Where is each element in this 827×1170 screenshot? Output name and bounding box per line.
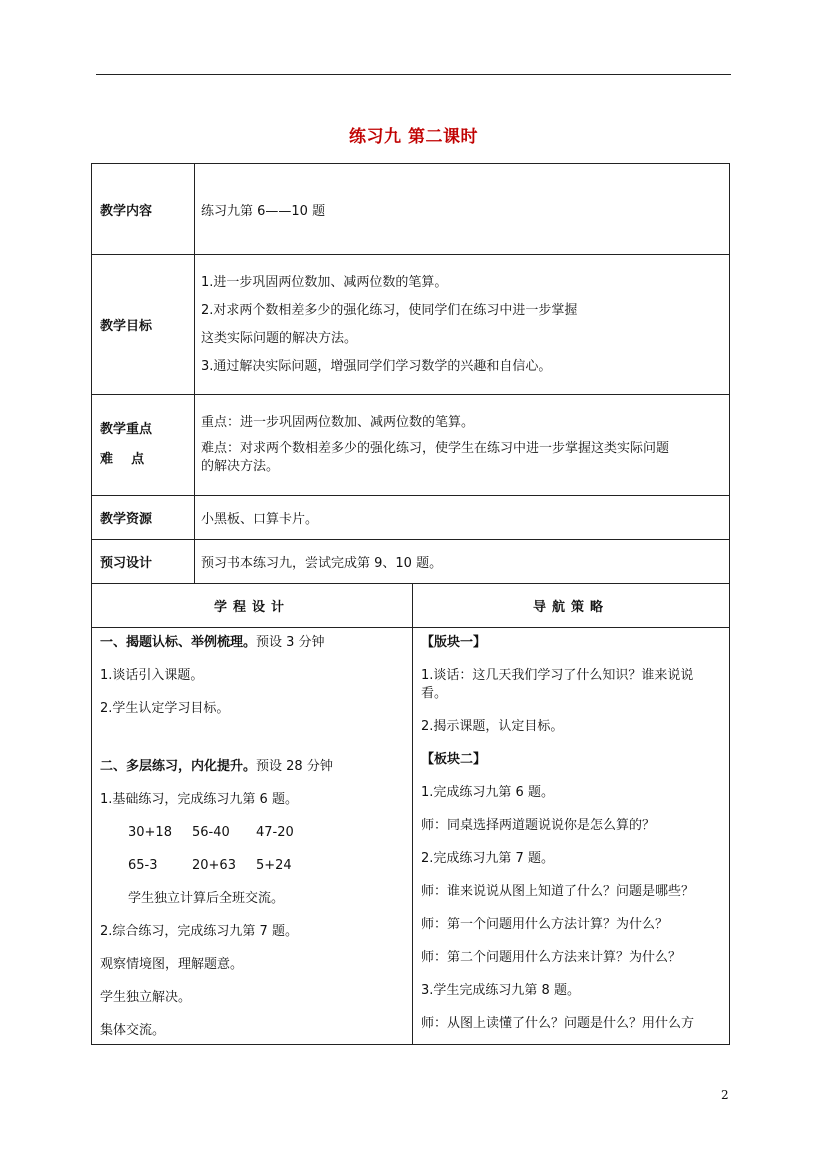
section2-item: 1.基础练习，完成练习九第 6 题。 bbox=[100, 792, 298, 807]
exchange-text: 集体交流。 bbox=[100, 1023, 166, 1038]
calc-expression: 56-40 bbox=[192, 825, 230, 840]
calc-expression: 30+18 bbox=[128, 825, 172, 840]
header-rule bbox=[96, 74, 731, 75]
header-guidance-strategy: 导航策略 bbox=[413, 584, 730, 628]
strategy-line: 2.完成练习九第 7 题。 bbox=[421, 851, 554, 866]
goal-line: 3.通过解决实际问题，增强同学们学习数学的兴趣和自信心。 bbox=[201, 358, 552, 374]
strategy-line: 师：第一个问题用什么方法计算？为什么？ bbox=[421, 917, 669, 932]
label-preview: 预习设计 bbox=[92, 540, 195, 584]
strategy-line: 1.谈话：这几天我们学习了什么知识？谁来说说 bbox=[421, 668, 694, 683]
header-learning-process: 学程设计 bbox=[92, 584, 413, 628]
row-teaching-content bbox=[92, 164, 730, 255]
section2-time: 预设 28 分钟 bbox=[256, 759, 333, 774]
label-focus: 教学重点 bbox=[100, 422, 153, 437]
difficulty-text-2: 的解决方法。 bbox=[201, 459, 280, 474]
difficulty-text-1: 难点：对求两个数相差多少的强化练习，使学生在练习中进一步掌握这类实际问题 bbox=[201, 441, 670, 456]
section1-item: 2.学生认定学习目标。 bbox=[100, 701, 230, 716]
learning-process-cell bbox=[92, 628, 413, 1045]
label-teaching-goals: 教学目标 bbox=[92, 255, 195, 395]
calc-row bbox=[100, 824, 404, 842]
strategy-line: 1.完成练习九第 6 题。 bbox=[421, 785, 554, 800]
focus-text: 重点：进一步巩固两位数加、减两位数的笔算。 bbox=[201, 415, 475, 430]
lesson-info-table bbox=[91, 163, 730, 584]
page-number: 2 bbox=[721, 1088, 729, 1102]
observe-text: 观察情境图，理解题意。 bbox=[100, 957, 244, 972]
calc-expression: 20+63 bbox=[192, 858, 236, 873]
label-teaching-content: 教学内容 bbox=[92, 164, 195, 255]
plan-header-row bbox=[92, 584, 730, 628]
goal-line: 这类实际问题的解决方法。 bbox=[201, 330, 358, 346]
section2-item: 2.综合练习，完成练习九第 7 题。 bbox=[100, 924, 298, 939]
calc-row bbox=[100, 857, 404, 875]
strategy-line: 师：谁来说说从图上知道了什么？问题是哪些？ bbox=[421, 884, 695, 899]
solve-text: 学生独立解决。 bbox=[100, 990, 192, 1005]
block2-title: 【板块二】 bbox=[421, 752, 487, 767]
goal-line: 1.进一步巩固两位数加、减两位数的笔算。 bbox=[201, 274, 448, 290]
label-key-points bbox=[92, 395, 195, 496]
teaching-content-text: 练习九第 6——10 题 bbox=[195, 164, 730, 255]
calc-note: 学生独立计算后全班交流。 bbox=[128, 891, 285, 906]
calc-expression: 47-20 bbox=[256, 825, 294, 840]
goal-line: 2.对求两个数相差多少的强化练习，使同学们在练习中进一步掌握 bbox=[201, 302, 578, 318]
strategy-line: 2.揭示课题，认定目标。 bbox=[421, 719, 564, 734]
section2-title: 二、多层练习，内化提升。 bbox=[100, 759, 257, 774]
preview-text: 预习书本练习九，尝试完成第 9、10 题。 bbox=[195, 540, 730, 584]
row-key-points bbox=[92, 395, 730, 496]
strategy-line: 看。 bbox=[421, 686, 448, 701]
row-resources bbox=[92, 496, 730, 540]
strategy-line: 师：同桌选择两道题说说你是怎么算的？ bbox=[421, 818, 656, 833]
label-difficulty: 难 点 bbox=[100, 452, 145, 467]
page-title: 练习九 第二课时 bbox=[349, 127, 478, 147]
section1-time: 预设 3 分钟 bbox=[256, 635, 325, 650]
guidance-strategy-cell bbox=[413, 628, 730, 1045]
resources-text: 小黑板、口算卡片。 bbox=[195, 496, 730, 540]
calc-expression: 5+24 bbox=[256, 858, 292, 873]
calc-expression: 65-3 bbox=[128, 858, 158, 873]
section1-item: 1.谈话引入课题。 bbox=[100, 668, 204, 683]
section1-title: 一、揭题认标、举例梳理。 bbox=[100, 635, 257, 650]
teaching-goals-cell bbox=[195, 255, 730, 395]
strategy-line: 3.学生完成练习九第 8 题。 bbox=[421, 983, 580, 998]
row-teaching-goals bbox=[92, 255, 730, 395]
row-preview bbox=[92, 540, 730, 584]
plan-body-row bbox=[92, 628, 730, 1045]
block1-title: 【版块一】 bbox=[421, 635, 487, 650]
label-resources: 教学资源 bbox=[92, 496, 195, 540]
strategy-line: 师：从图上读懂了什么？问题是什么？用什么方 bbox=[421, 1016, 695, 1031]
key-points-cell bbox=[195, 395, 730, 496]
lesson-plan-table bbox=[91, 583, 730, 1045]
strategy-line: 师：第二个问题用什么方法来计算？为什么？ bbox=[421, 950, 682, 965]
